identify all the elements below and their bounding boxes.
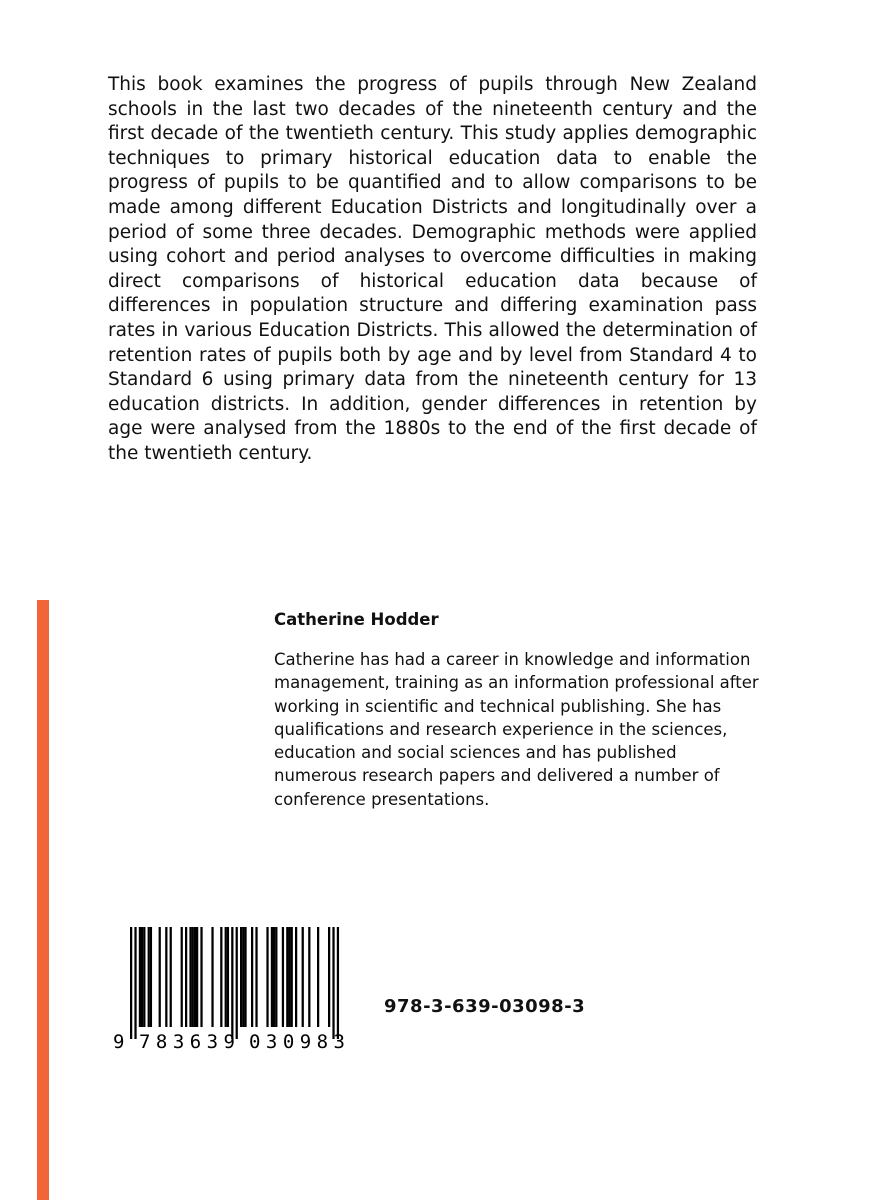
barcode-bar bbox=[143, 927, 145, 1027]
author-bio: Catherine has had a career in knowledge and information management, training as an information professional after working in scientific and technical publishing. She has qualifications and research experience in the sciences, education and social sciences and has published numerous research papers and delivered a number of conference presentations. bbox=[274, 650, 759, 809]
barcode-bar bbox=[236, 927, 238, 1039]
barcode-first-digit: 9 bbox=[113, 1031, 125, 1052]
barcode-bar bbox=[308, 927, 310, 1027]
barcode-bar bbox=[192, 927, 194, 1027]
isbn-barcode bbox=[113, 927, 353, 1052]
barcode-bar bbox=[231, 927, 233, 1039]
barcode-bar bbox=[286, 927, 288, 1027]
barcode-bar bbox=[295, 927, 297, 1027]
accent-bar bbox=[37, 600, 49, 1200]
barcode-bar bbox=[170, 927, 172, 1027]
barcode-bar bbox=[275, 927, 277, 1027]
barcode-bar bbox=[271, 927, 273, 1027]
barcode-bar bbox=[211, 927, 213, 1027]
barcode-bar bbox=[282, 927, 284, 1027]
barcode-bar bbox=[291, 927, 293, 1027]
barcode-bar bbox=[251, 927, 253, 1027]
barcode-bar bbox=[194, 927, 196, 1027]
barcode-bar bbox=[196, 927, 198, 1027]
barcode-bar bbox=[227, 927, 229, 1027]
barcode-bar bbox=[189, 927, 191, 1027]
barcode-right-digits: 030983 bbox=[249, 1031, 345, 1052]
barcode-bar bbox=[185, 927, 187, 1027]
barcode-bar bbox=[273, 927, 275, 1027]
isbn-number: 978-3-639-03098-3 bbox=[384, 996, 586, 1017]
barcode-bar bbox=[220, 927, 222, 1027]
barcode-bar bbox=[165, 927, 167, 1027]
barcode-bar bbox=[139, 927, 141, 1027]
author-name: Catherine Hodder bbox=[274, 610, 439, 629]
barcode-bar bbox=[242, 927, 244, 1027]
barcode-bar bbox=[240, 927, 242, 1027]
barcode-bar bbox=[150, 927, 152, 1027]
book-description: This book examines the progress of pupils through New Zealand schools in the last two decades of the nineteenth century and the first decade of the twentieth century. This study applies demographic techniques to primary historical education data to enable the progress of pupils to be quantified and to allow comparisons to be made among different Education Districts and longitudinally over a period of some three decades. Demographic methods were applied using cohort and period analyses to overcome difficulties in making direct comparisons of historical education data because of differences in population structure and differing examination pass rates in various Education Districts. This allowed the determination of retention rates of pupils both by age and by level from Standard 4 to Standard 6 using primary data from the nineteenth century for 13 education districts. In addition, gender differences in retention by age were analysed from the 1880s to the end of the first decade of the twentieth century. bbox=[108, 74, 757, 464]
barcode-bar bbox=[328, 927, 330, 1027]
barcode-bars bbox=[130, 927, 339, 1039]
barcode-bar bbox=[302, 927, 304, 1027]
barcode-bar bbox=[337, 927, 339, 1039]
barcode-bar bbox=[255, 927, 257, 1027]
barcode-bar bbox=[244, 927, 246, 1027]
barcode-bar bbox=[130, 927, 132, 1039]
barcode-bar bbox=[332, 927, 334, 1039]
barcode-bar bbox=[181, 927, 183, 1027]
barcode-bar bbox=[266, 927, 268, 1027]
barcode-bar bbox=[288, 927, 290, 1027]
barcode-bar bbox=[141, 927, 143, 1027]
barcode-bar bbox=[317, 927, 319, 1027]
barcode-bar bbox=[225, 927, 227, 1027]
barcode-left-digits: 783639 bbox=[139, 1031, 235, 1052]
barcode-bar bbox=[134, 927, 136, 1039]
barcode-bar bbox=[159, 927, 161, 1027]
barcode-bar bbox=[148, 927, 150, 1027]
barcode-bar bbox=[200, 927, 202, 1027]
